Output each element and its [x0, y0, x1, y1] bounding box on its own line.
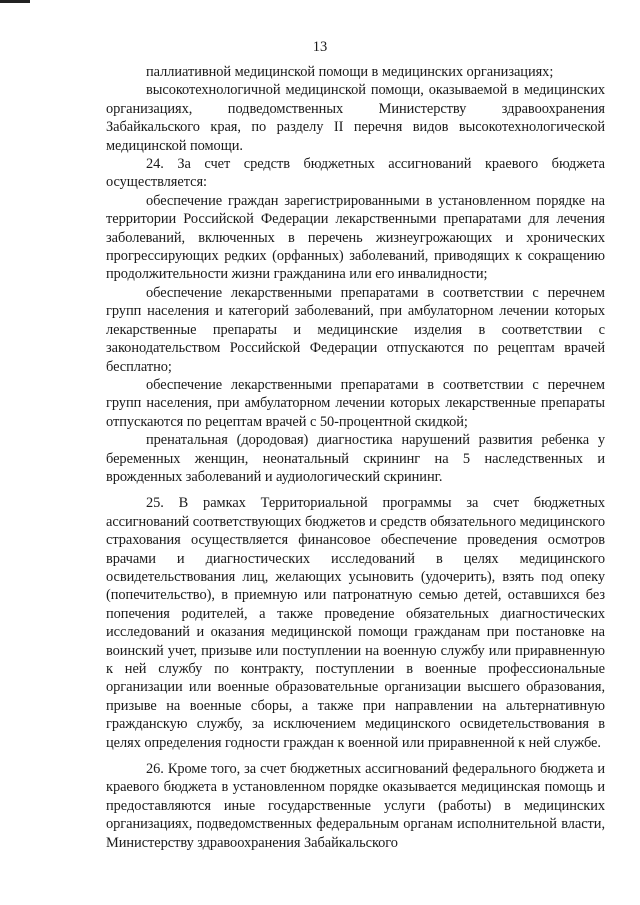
document-body	[106, 63, 605, 852]
paragraph-24-heading: 24. За счет средств бюджетных ассигнований краевого бюджета осуществляется:	[106, 156, 605, 191]
page-number: 13	[312, 39, 328, 55]
paragraph-free-medicines: обеспечение лекарственными препаратами в соответствии с перечнем групп населения и категорий заболеваний, при амбулаторном лечении которых лекарственные препараты и медицинские изделия в соответствии с законодательством Российской Федерации отпускаются по рецептам врачей бесплатно;	[106, 284, 605, 375]
paragraph-orphan-diseases: обеспечение граждан зарегистрированными в установленном порядке на территории Российской Федерации лекарственными препаратами для лечения заболеваний, включенных в перечень жизнеугрожающих и хронических прогрессирующих редких (орфанных) заболеваний, приводящих к сокращению продолжительности жизни гражданина или его инвалидности;	[106, 192, 605, 283]
paragraph-26: 26. Кроме того, за счет бюджетных ассигнований федерального бюджета и краевого бюджета в установленном порядке оказывается медицинская помощь и предоставляются иные государственные услуги (работы) в медицинских организациях, подведомственных федеральным органам исполнительной власти, Министерству здравоохранения Забайкальского	[106, 761, 605, 851]
paragraph-high-tech-care: высокотехнологичной медицинской помощи, оказываемой в медицинских организациях, подведомственных Министерству здравоохранения Забайкальского края, по разделу II перечня видов высокотехнологической медицинской помощи.	[106, 82, 605, 154]
paragraph-25: 25. В рамках Территориальной программы за счет бюджетных ассигнований соответствующих бюджетов и средств обязательного медицинского страхования осуществляется финансовое обеспечение проведения осмотров врачами и диагностических исследований в целях медицинского освидетельствования лиц, желающих усыновить (удочерить), взять под опеку (попечительство), в приемную или патронатную семью детей, оставшихся без попечения родителей, а также проведение обязательных диагностических исследований и оказания медицинской помощи гражданам при постановке на воинский учет, призыве или поступлении на военную службу или приравненную к ней службу по контракту, поступлении в военные профессиональные организации или военные образовательные организации высшего образования, призыве на военные сборы, а также при направлении на альтернативную гражданскую службу, за исключением медицинского освидетельствования в целях определения годности граждан к военной или приравненной к ней службе.	[106, 495, 605, 751]
paragraph-palliative-care: паллиативной медицинской помощи в медицинских организациях;	[146, 64, 554, 80]
corner-scan-mark	[0, 0, 30, 3]
paragraph-prenatal-diagnostics: пренатальная (дородовая) диагностика нарушений развития ребенка у беременных женщин, неонатальный скрининг на 5 наследственных и врожденных заболеваний и аудиологический скрининг.	[106, 432, 605, 485]
paragraph-discount-medicines: обеспечение лекарственными препаратами в соответствии с перечнем групп населения, при амбулаторном лечении которых лекарственные препараты отпускаются по рецептам врачей с 50-процентной скидкой;	[106, 376, 605, 430]
